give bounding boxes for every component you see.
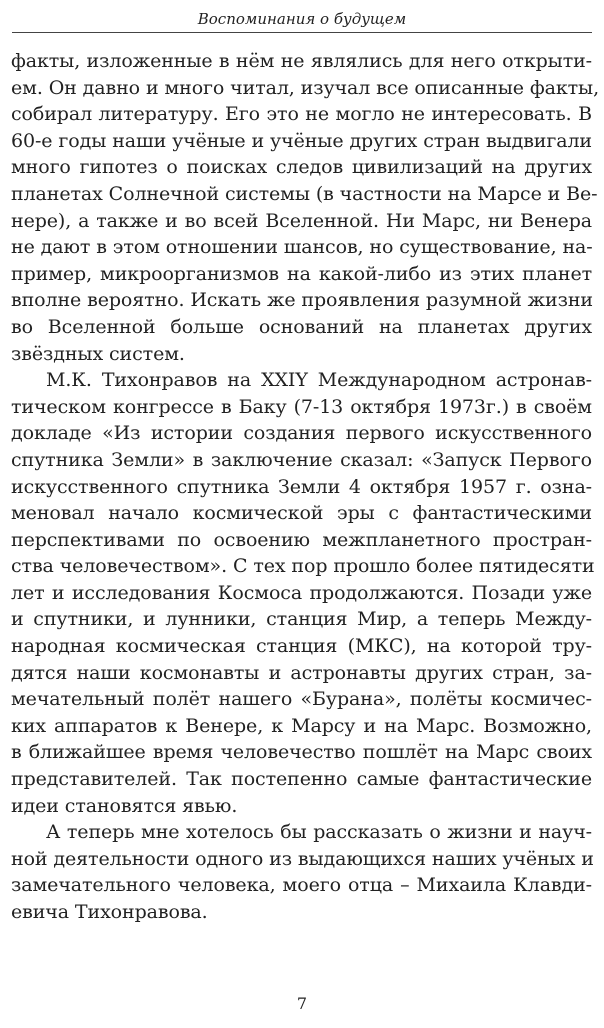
text-line: ной деятельности одного из выдающихся наших учёных и (11, 847, 594, 870)
text-line: в ближайшее время человечество пошлёт на Марс своих (11, 741, 592, 764)
text-line: 60-е годы наши учёные и учёные других стран выдвигали (11, 129, 592, 152)
text-line: звёздных систем. (11, 342, 185, 365)
text-line: вполне вероятно. Искать же проявления разумной жизни (11, 289, 593, 312)
page-body (11, 48, 600, 926)
text-line: спутника Земли» в заключение сказал: «Запуск Первого (11, 448, 592, 471)
text-line: лет и исследования Космоса продолжаются. Позади уже (11, 581, 592, 604)
text-line: факты, изложенные в нём не являлись для него открыти- (11, 50, 592, 72)
text-line: евича Тихонравова. (11, 901, 208, 923)
running-title: Воспоминания о будущем (197, 10, 407, 28)
text-line: дятся наши космонавты и астронавты других стран, за- (11, 661, 592, 684)
paragraph-1 (11, 48, 600, 367)
text-line: собирал литературу. Его это не могло не интересовать. В (11, 103, 592, 126)
text-line: нере), а также и во всей Вселенной. Ни Марс, ни Венера (11, 209, 592, 232)
text-line: планетах Солнечной системы (в частности на Марсе и Ве- (11, 182, 598, 205)
text-line: ства человечеством». С тех пор прошло более пятидесяти (11, 555, 595, 578)
text-line: и спутники, и лунники, станция Мир, а теперь Между- (11, 608, 592, 631)
text-line: не дают в этом отношении шансов, но существование, на- (11, 236, 593, 259)
paragraph-3 (11, 819, 592, 925)
text-line: искусственного спутника Земли 4 октября 1957 г. озна- (11, 475, 592, 498)
page-header (12, 10, 592, 33)
text-line: М.К. Тихонравов на XXIY Международном астронав- (46, 369, 592, 392)
text-line: меновал начало космической эры с фантастическими (11, 502, 592, 525)
text-line: ем. Он давно и много читал, изучал все описанные факты, (11, 76, 600, 99)
text-line: тическом конгрессе в Баку (7-13 октября 1973г.) в своём (11, 395, 592, 418)
text-line: докладе «Из истории создания первого искусственного (11, 422, 592, 445)
page-number: 7 (296, 994, 308, 1013)
text-line: мечательный полёт нашего «Бурана», полёты космичес- (11, 688, 592, 711)
text-line: много гипотез о поисках следов цивилизаций на других (11, 156, 592, 179)
text-line: замечательного человека, моего отца – Михаила Клавди- (11, 874, 592, 897)
text-line: народная космическая станция (МКС), на которой тру- (11, 635, 592, 658)
paragraph-2 (11, 367, 595, 819)
text-line: во Вселенной больше оснований на планетах других (11, 315, 592, 338)
text-line: ких аппаратов к Венере, к Марсу и на Марс. Возможно, (11, 714, 592, 737)
text-line: А теперь мне хотелось бы рассказать о жизни и науч- (46, 821, 592, 844)
text-line: пример, микроорганизмов на какой-либо из этих планет (11, 262, 592, 285)
text-line: перспективами по освоению межпланетного простран- (11, 528, 592, 551)
text-line: представителей. Так постепенно самые фантастические (11, 768, 592, 791)
text-line: идеи становятся явью. (11, 794, 238, 817)
